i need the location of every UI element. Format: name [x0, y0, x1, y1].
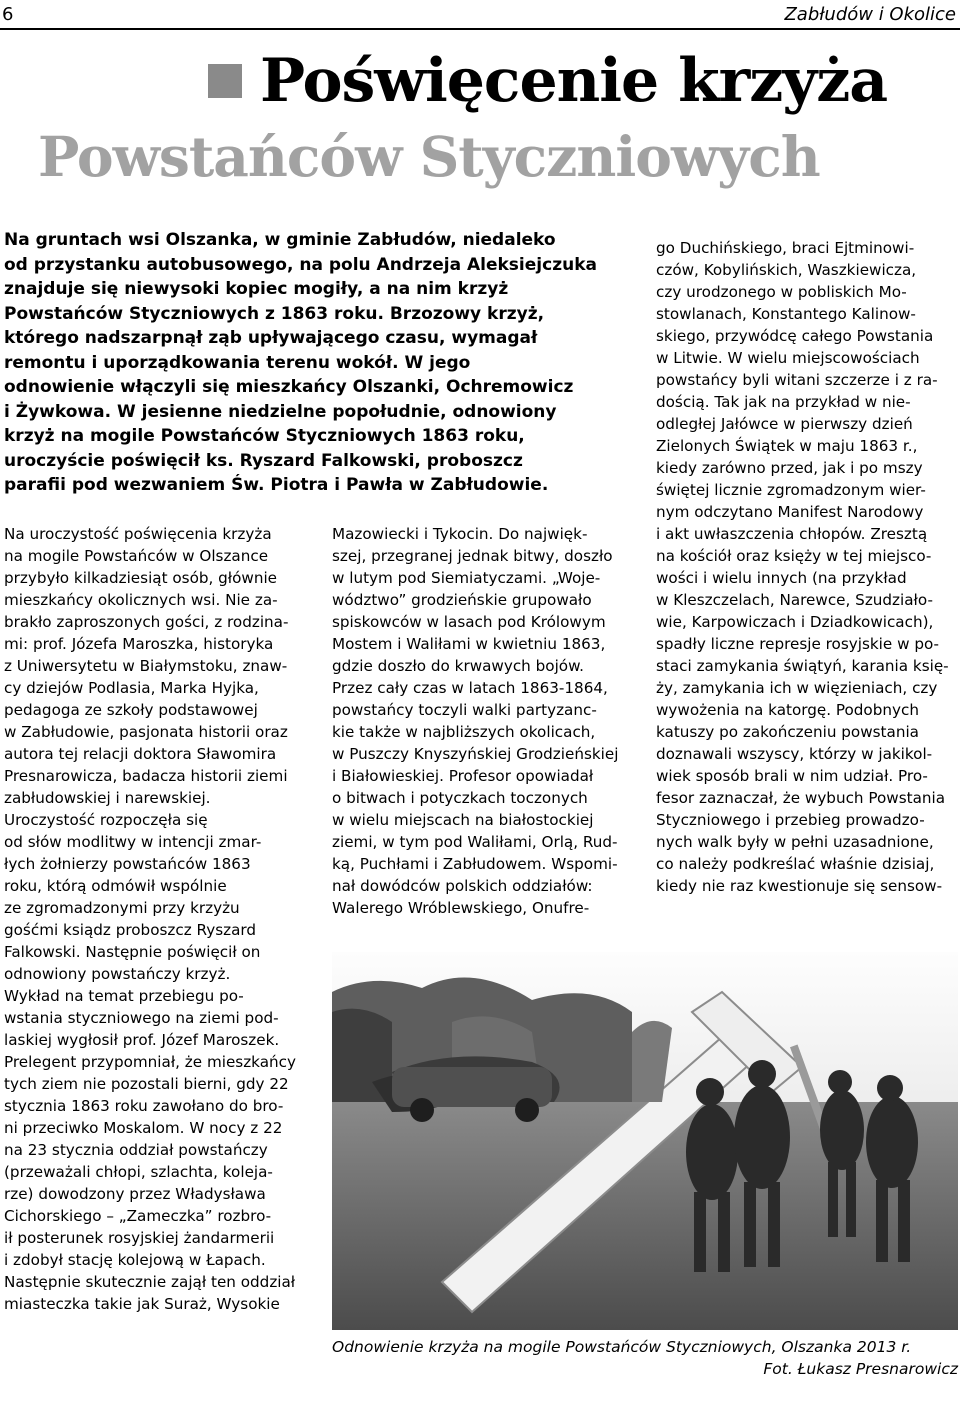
text-line: przybyło kilkadziesiąt osób, głównie — [4, 569, 278, 587]
text-line: Wykład na temat przebiegu po- — [4, 987, 244, 1005]
text-line: stowlanach, Konstantego Kalinow- — [656, 305, 916, 323]
text-line: wie, Karpowiczach i Dziadkowicach), — [656, 613, 934, 631]
text-line: w wielu miejscach na białostockiej — [332, 811, 594, 829]
article-column-1 — [4, 523, 302, 1315]
header-rule — [0, 28, 960, 30]
text-line: Walerego Wróblewskiego, Onufre- — [332, 899, 590, 917]
text-line: gdzie doszło do krwawych bojów. — [332, 657, 584, 675]
text-line: w Puszczy Knyszyńskiej Grodzieńskiej — [332, 745, 619, 763]
text-line: kiedy nie raz kwestionuje się sensow- — [656, 877, 943, 895]
photo-caption — [332, 1336, 958, 1380]
text-line: Mostem i Waliłami w kwietniu 1863, — [332, 635, 606, 653]
text-line: gośćmi ksiądz proboszcz Ryszard — [4, 921, 257, 939]
text-line: wstania styczniowego na ziemi pod- — [4, 1009, 279, 1027]
text-line: (przeważali chłopi, szlachta, koleja- — [4, 1163, 273, 1181]
text-line: odległej Jałówce w pierwszy dzień — [656, 415, 913, 433]
text-line: powstańcy byli witani szczerze i z ra- — [656, 371, 938, 389]
text-line: skiego, przywódcę całego Powstania — [656, 327, 934, 345]
text-line: wództwo” grodzieńskie grupowało — [332, 591, 592, 609]
text-line: ką, Puchłami i Zabłudowem. Wspomi- — [332, 855, 618, 873]
text-line: zabłudowskiej i narewskiej. — [4, 789, 211, 807]
text-line: stycznia 1863 roku zawołano do bro- — [4, 1097, 284, 1115]
text-line: co należy podkreślać właśnie dzisiaj, — [656, 855, 935, 873]
text-line: ży, zamykania ich w więzieniach, czy — [656, 679, 938, 697]
cross-restoration-photo — [332, 952, 958, 1330]
text-line: spiskowców w lasach pod Królowym — [332, 613, 606, 631]
text-line: o bitwach i potyczkach toczonych — [332, 789, 588, 807]
article-column-3 — [656, 237, 958, 897]
text-line: wości i wielu innych (na przykład — [656, 569, 907, 587]
lead-line: którego nadszarpnął ząb upływającego czasu, wymagał — [4, 328, 538, 348]
text-line: w Zabłudowie, pasjonata historii oraz — [4, 723, 288, 741]
text-line: powstańcy toczyli walki partyzanc- — [332, 701, 597, 719]
text-line: nych walk były w pełni uzasadnione, — [656, 833, 934, 851]
text-line: cy dziejów Podlasia, Marka Hyjka, — [4, 679, 259, 697]
lead-line: uroczyście poświęcił ks. Ryszard Falkowski, proboszcz — [4, 450, 523, 471]
lead-line: Na gruntach wsi Olszanka, w gminie Zabłudów, niedaleko — [4, 230, 556, 250]
photo-caption-text: Odnowienie krzyża na mogile Powstańców Styczniowych, Olszanka 2013 r. — [332, 1338, 912, 1356]
lead-line: i Żywkowa. W jesienne niedzielne popołudnie, odnowiony — [4, 401, 557, 422]
text-line: miasteczka takie jak Suraż, Wysokie — [4, 1295, 280, 1313]
text-line: laskiej wygłosił prof. Józef Maroszek. — [4, 1031, 280, 1049]
text-line: wiek sposób brali w nim udział. Pro- — [656, 767, 928, 785]
text-line: czów, Kobylińskich, Waszkiewicza, — [656, 261, 917, 279]
text-line: doznawali wszyscy, którzy w jakikol- — [656, 745, 933, 763]
text-line: spadły liczne represje rosyjskie w po- — [656, 635, 940, 653]
lead-line: krzyż na mogile Powstańców Styczniowych 1863 roku, — [4, 426, 525, 446]
text-line: Uroczystość rozpoczęła się — [4, 811, 208, 829]
text-line: go Duchińskiego, braci Ejtminowi- — [656, 239, 915, 257]
text-line: nym odczytano Manifest Narodowy — [656, 503, 924, 521]
lead-line: znajduje się niewysoki kopiec mogiły, a na nim krzyż — [4, 279, 509, 299]
text-line: Zielonych Świątek w maju 1863 r., — [656, 437, 918, 455]
text-line: i akt uwłaszczenia chłopów. Zresztą — [656, 525, 928, 543]
text-line: z Uniwersytetu w Białymstoku, znaw- — [4, 657, 288, 675]
text-line: Presnarowicza, badacza historii ziemi — [4, 767, 288, 785]
text-line: szej, przegranej jednak bitwy, doszło — [332, 547, 613, 565]
lead-line: remontu i uporządkowania terenu wokół. W jego — [4, 352, 471, 373]
text-line: czy urodzonego w pobliskich Mo- — [656, 283, 907, 301]
title-line-1: Poświęcenie krzyża — [260, 46, 888, 116]
text-line: kiedy zarówno przed, jak i po mszy — [656, 459, 923, 477]
text-line: Styczniowego i przebieg prowadzo- — [656, 811, 925, 829]
text-line: wywożenia na katorgę. Podobnych — [656, 701, 919, 719]
lead-line: parafii pod wezwaniem Św. Piotra i Pawła w Zabłudowie. — [4, 475, 549, 495]
text-line: odnowiony powstańczy krzyż. — [4, 965, 231, 983]
text-line: łych żołnierzy powstańców 1863 — [4, 855, 251, 873]
text-line: w Litwie. W wielu miejscowościach — [656, 349, 920, 367]
text-line: na mogile Powstańców w Olszance — [4, 547, 269, 565]
text-line: tych ziem nie pozostali bierni, gdy 22 — [4, 1075, 289, 1093]
text-line: od słów modlitwy w intencji zmar- — [4, 833, 262, 851]
text-line: nał dowódców polskich oddziałów: — [332, 877, 593, 895]
text-line: fesor zaznaczał, że wybuch Powstania — [656, 789, 946, 807]
text-line: Cichorskiego – „Zameczka” rozbro- — [4, 1207, 272, 1225]
text-line: i Białowieskiej. Profesor opowiadał — [332, 767, 594, 785]
text-line: staci zamykania świątyń, karania księ- — [656, 657, 949, 675]
text-line: pedagoga ze szkoły podstawowej — [4, 701, 258, 719]
lead-line: Powstańców Styczniowych z 1863 roku. Brzozowy krzyż, — [4, 303, 545, 324]
text-line: Następnie skutecznie zajął ten oddział — [4, 1273, 296, 1291]
text-line: ze zgromadzonymi przy krzyżu — [4, 899, 240, 917]
text-line: ił posterunek rosyjskiej żandarmerii — [4, 1229, 275, 1247]
article-column-2 — [332, 523, 632, 919]
text-line: na 23 stycznia oddział powstańczy — [4, 1141, 268, 1159]
text-line: dością. Tak jak na przykład w nie- — [656, 393, 911, 411]
text-line: autora tej relacji doktora Sławomira — [4, 745, 277, 763]
text-line: roku, którą odmówił wspólnie — [4, 877, 227, 895]
text-line: ziemi, w tym pod Waliłami, Orlą, Rud- — [332, 833, 618, 851]
text-line: Falkowski. Następnie poświęcił on — [4, 943, 261, 961]
text-line: i zdobył stację kolejową w Łapach. — [4, 1251, 266, 1269]
lead-paragraph — [4, 228, 604, 498]
text-line: w Kleszczelach, Narewce, Szudziało- — [656, 591, 933, 609]
lead-line: odnowienie włączyli się mieszkańcy Olszanki, Ochremowicz — [4, 377, 574, 397]
text-line: mi: prof. Józefa Maroszka, historyka — [4, 635, 274, 653]
text-line: mieszkańcy okolicznych wsi. Nie za- — [4, 591, 278, 609]
text-line: w lutym pod Siemiatyczami. „Woje- — [332, 569, 601, 587]
publication-name: Zabłudów i Okolice — [784, 4, 956, 25]
lead-line: od przystanku autobusowego, na polu Andrzeja Aleksiejczuka — [4, 254, 597, 275]
text-line: brakło zaproszonych gości, z rodzina- — [4, 613, 289, 631]
text-line: kie także w najbliższych okolicach, — [332, 723, 596, 741]
text-line: katuszy po zakończeniu powstania — [656, 723, 919, 741]
text-line: ni przeciwko Moskalom. W nocy z 22 — [4, 1119, 283, 1137]
title-line-2: Powstańców Styczniowych — [38, 124, 820, 189]
text-line: świętej licznie zgromadzonym wier- — [656, 481, 926, 499]
text-line: Prelegent przypomniał, że mieszkańcy — [4, 1053, 296, 1071]
title-square-icon — [208, 64, 242, 98]
page-number: 6 — [2, 4, 14, 25]
text-line: Mazowiecki i Tykocin. Do najwięk- — [332, 525, 588, 543]
text-line: na kościół oraz księży w tej miejsco- — [656, 547, 932, 565]
text-line: Na uroczystość poświęcenia krzyża — [4, 525, 272, 543]
photo-credit: Fot. Łukasz Presnarowicz — [763, 1360, 958, 1378]
text-line: Przez cały czas w latach 1863-1864, — [332, 679, 608, 697]
text-line: rze) dowodzony przez Władysława — [4, 1185, 266, 1203]
